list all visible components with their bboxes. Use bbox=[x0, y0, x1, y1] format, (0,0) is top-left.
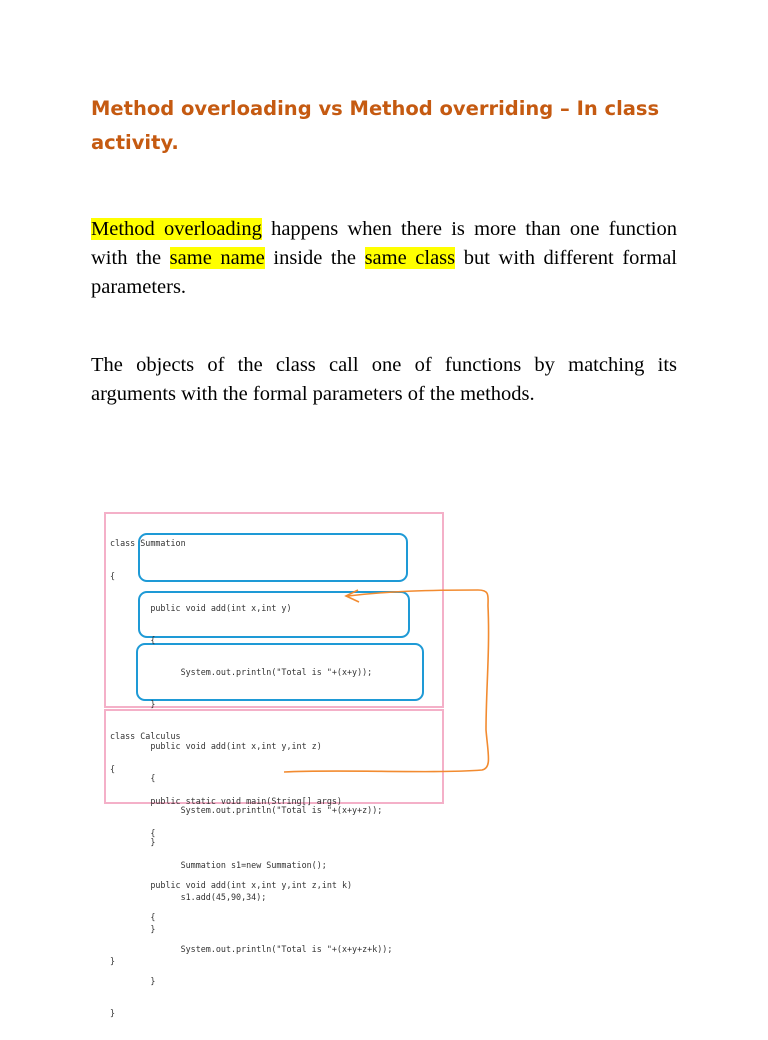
paragraph-text: happens when there is more than one function with the bbox=[91, 218, 677, 269]
paragraph-text: inside the bbox=[264, 247, 365, 269]
code-line: System.out.println("Total is "+(x+y+z)); bbox=[110, 805, 383, 816]
highlight-same-class: same class bbox=[364, 247, 456, 269]
highlight-same-name: same name bbox=[169, 247, 265, 269]
code-line: class Calculus bbox=[110, 731, 181, 742]
code-line: } bbox=[110, 698, 156, 709]
code-line: { bbox=[110, 911, 156, 922]
code-line: } bbox=[110, 956, 116, 967]
code-line: System.out.println("Total is "+(x+y+z+k)); bbox=[110, 943, 393, 954]
paragraph-objects-call: The objects of the class call one of functions by matching its arguments with the formal parameters of the methods. bbox=[91, 354, 677, 405]
code-line: { bbox=[110, 827, 156, 838]
code-line: class Summation bbox=[110, 538, 186, 549]
code-line: public static void main(String[] args) bbox=[110, 795, 342, 806]
code-line: { bbox=[110, 570, 116, 581]
code-line: } bbox=[110, 1007, 116, 1018]
highlight-method-overloading: Method overloading bbox=[91, 218, 262, 240]
call-arrow-line bbox=[284, 590, 489, 772]
code-line: { bbox=[110, 763, 116, 774]
code-line: { bbox=[110, 773, 156, 784]
code-line: } bbox=[110, 837, 156, 848]
code-line: public void add(int x,int y,int z) bbox=[110, 741, 322, 752]
paragraph-text: but with different formal parameters. bbox=[91, 247, 677, 298]
page-title: Method overloading vs Method overriding – In class activity. bbox=[91, 97, 660, 154]
paragraph-method-overloading bbox=[91, 215, 677, 302]
code-line: public void add(int x,int y,int z,int k) bbox=[110, 879, 353, 890]
code-line: } bbox=[110, 924, 156, 935]
code-line: Summation s1=new Summation(); bbox=[110, 859, 327, 870]
call-arrow bbox=[100, 510, 500, 810]
code-figure bbox=[100, 510, 500, 1018]
code-line: public void add(int x,int y) bbox=[110, 602, 292, 613]
code-line: } bbox=[110, 975, 156, 986]
code-line: { bbox=[110, 634, 156, 645]
code-line: s1.add(45,90,34); bbox=[110, 891, 267, 902]
code-line: System.out.println("Total is "+(x+y)); bbox=[110, 666, 373, 677]
